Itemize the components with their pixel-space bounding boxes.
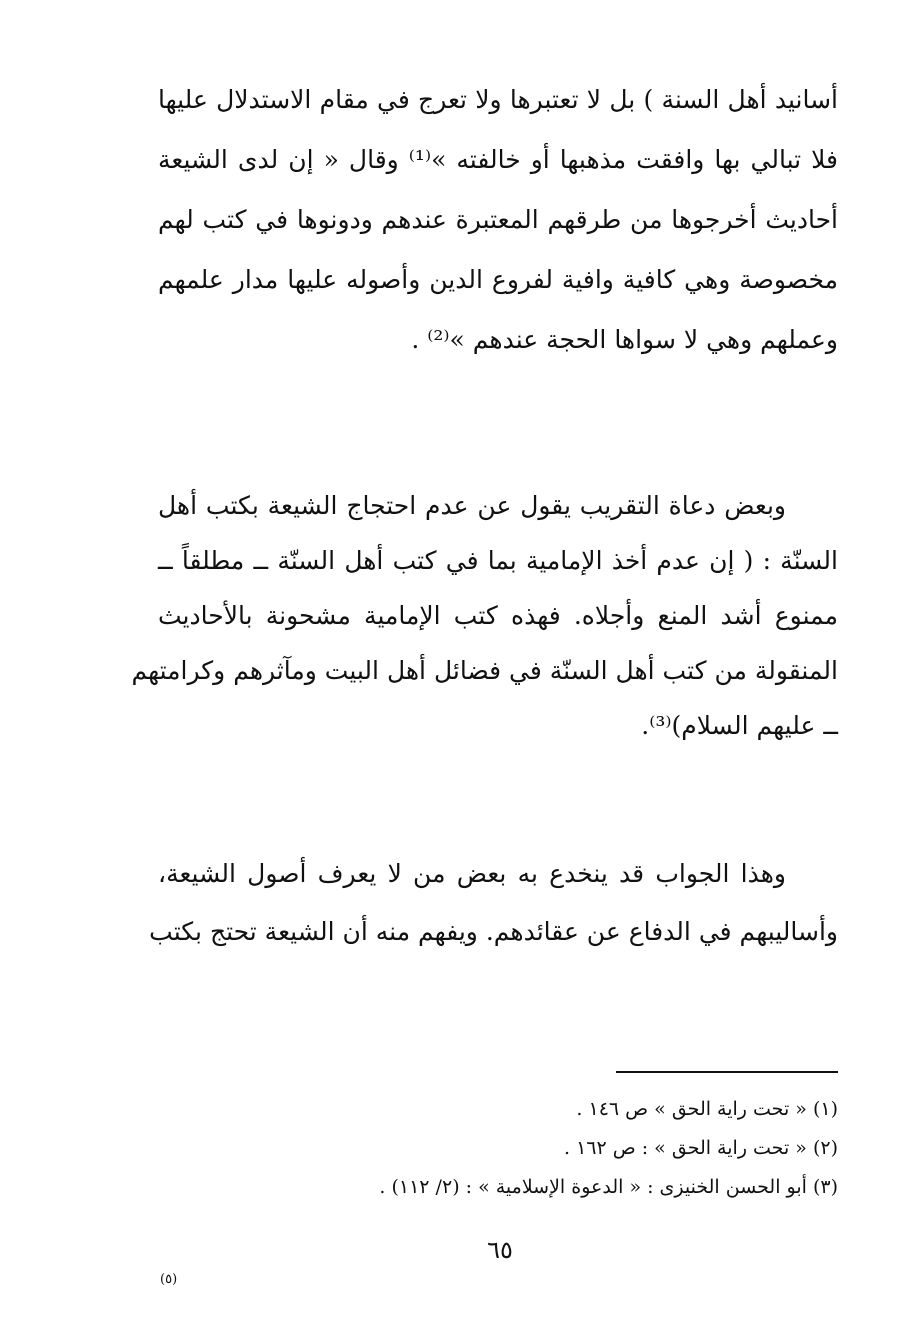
paragraph-2-line: ممنوع أشد المنع وأجلاه. فهذه كتب الإمامية مشحونة بالأحاديث xyxy=(158,601,838,630)
paragraph-2-line: وبعض دعاة التقريب يقول عن عدم احتجاج الشيعة بكتب أهل xyxy=(158,491,786,520)
paragraph-3-line: وأساليبهم في الدفاع عن عقائدهم. ويفهم منه أن الشيعة تحتج بكتب xyxy=(149,917,838,946)
paragraph-1 xyxy=(158,70,838,370)
paragraph-2-line: السنّة : ( إن عدم أخذ الإمامية بما في كتب أهل السنّة ــ مطلقاً ــ xyxy=(158,546,838,575)
paragraph-2-line: ــ عليهم السلام)⁽³⁾. xyxy=(641,711,838,740)
paragraph-2-line: المنقولة من كتب أهل السنّة في فضائل أهل البيت ومآثرهم وكرامتهم xyxy=(131,656,838,685)
paragraph-2 xyxy=(131,478,838,753)
paragraph-1-line: أحاديث أخرجوها من طرقهم المعتبرة عندهم ودونوها في كتب لهم xyxy=(158,205,838,234)
paragraph-3 xyxy=(149,845,838,961)
footnote-3: (٣) أبو الحسن الخنيزى : « الدعوة الإسلامية » : (٢/ ١١٢) . xyxy=(379,1176,838,1198)
paragraph-3-line: وهذا الجواب قد ينخدع به بعض من لا يعرف أصول الشيعة، xyxy=(158,859,786,888)
paragraph-1-line: وعملهم وهي لا سواها الحجة عندهم »⁽²⁾ . xyxy=(411,325,838,354)
footnote-divider xyxy=(616,1071,838,1073)
paragraph-1-line: فلا تبالي بها وافقت مذهبها أو خالفته »⁽¹⁾ وقال « إن لدى الشيعة xyxy=(158,145,838,174)
footnote-2: (٢) « تحت راية الحق » : ص ١٦٢ . xyxy=(563,1137,838,1159)
page-number: ٦٥ xyxy=(487,1236,513,1264)
signature-mark: (٥) xyxy=(160,1272,178,1287)
paragraph-1-line: أسانيد أهل السنة ) بل لا تعتبرها ولا تعرج في مقام الاستدلال عليها xyxy=(158,85,838,114)
paragraph-1-line: مخصوصة وهي كافية وافية لفروع الدين وأصوله عليها مدار علمهم xyxy=(158,265,838,294)
footnote-1: (١) « تحت راية الحق » ص ١٤٦ . xyxy=(576,1098,838,1120)
footnotes xyxy=(300,1090,838,1207)
